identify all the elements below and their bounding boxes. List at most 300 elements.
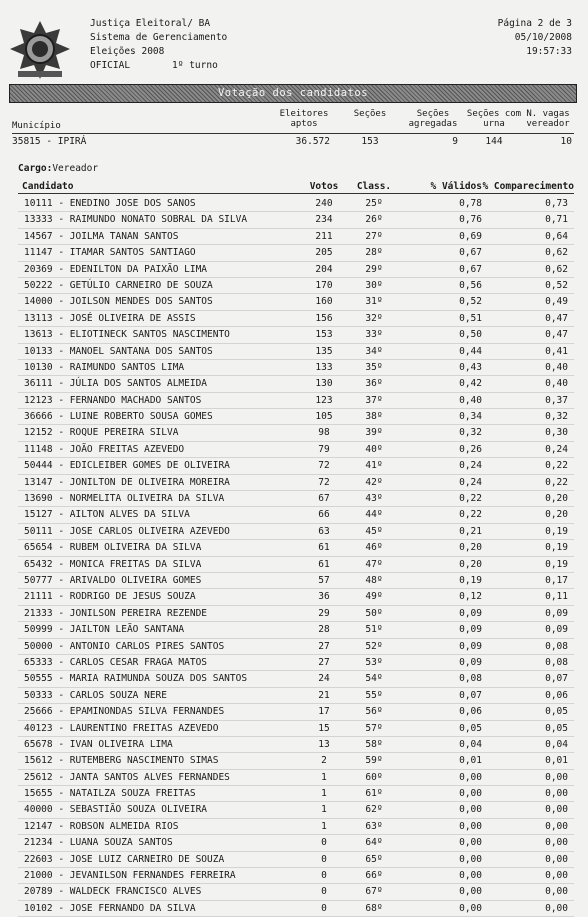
table-row bbox=[18, 229, 574, 245]
candidate-votes: 160 bbox=[315, 296, 333, 308]
candidate-valid-pct: 0,09 bbox=[459, 640, 482, 652]
table-header bbox=[18, 180, 574, 194]
candidate-name: 50111 - JOSE CARLOS OLIVEIRA AZEVEDO bbox=[24, 525, 230, 537]
candidate-rank: 55º bbox=[365, 689, 383, 701]
candidate-valid-pct: 0,67 bbox=[459, 263, 482, 275]
org-name: Justiça Eleitoral/ BA bbox=[90, 18, 211, 29]
table-row bbox=[18, 852, 574, 868]
candidate-rank: 47º bbox=[365, 558, 383, 570]
candidate-votes: 156 bbox=[315, 312, 333, 324]
candidate-rank: 31º bbox=[365, 296, 383, 308]
candidate-votes: 57 bbox=[318, 574, 330, 586]
candidate-turnout-pct: 0,62 bbox=[545, 247, 568, 259]
candidate-rank: 57º bbox=[365, 722, 383, 734]
candidate-valid-pct: 0,26 bbox=[459, 443, 482, 455]
table-row bbox=[18, 196, 574, 212]
candidate-votes: 72 bbox=[318, 476, 330, 488]
col-comparecimento: % Comparecimento bbox=[482, 181, 574, 192]
candidate-turnout-pct: 0,22 bbox=[545, 460, 568, 472]
candidate-turnout-pct: 0,20 bbox=[545, 493, 568, 505]
candidate-votes: 123 bbox=[315, 394, 333, 406]
candidate-votes: 61 bbox=[318, 542, 330, 554]
table-row bbox=[18, 262, 574, 278]
candidate-rank: 43º bbox=[365, 493, 383, 505]
col-com-urna: Seções com urna bbox=[466, 109, 522, 129]
municipio-name: 35815 - IPIRÁ bbox=[12, 136, 87, 147]
candidate-rank: 65º bbox=[365, 853, 383, 865]
candidate-name: 12147 - ROBSON ALMEIDA RIOS bbox=[24, 820, 179, 832]
candidate-turnout-pct: 0,00 bbox=[545, 902, 568, 914]
candidate-votes: 240 bbox=[315, 198, 333, 209]
candidate-valid-pct: 0,67 bbox=[459, 247, 482, 259]
candidate-valid-pct: 0,24 bbox=[459, 460, 482, 472]
candidate-turnout-pct: 0,40 bbox=[545, 378, 568, 390]
candidate-name: 65678 - IVAN OLIVEIRA LIMA bbox=[24, 738, 173, 750]
candidate-valid-pct: 0,56 bbox=[459, 279, 482, 291]
candidate-name: 21333 - JONILSON PEREIRA REZENDE bbox=[24, 607, 208, 619]
col-municipio: Município bbox=[12, 121, 61, 131]
col-votos: Votos bbox=[309, 181, 339, 192]
candidate-valid-pct: 0,00 bbox=[459, 853, 482, 865]
candidate-votes: 28 bbox=[318, 624, 330, 636]
candidate-valid-pct: 0,40 bbox=[459, 394, 482, 406]
candidate-rank: 66º bbox=[365, 870, 383, 882]
candidate-turnout-pct: 0,37 bbox=[545, 394, 568, 406]
candidate-valid-pct: 0,34 bbox=[459, 411, 482, 423]
table-row bbox=[18, 704, 574, 720]
candidate-rank: 37º bbox=[365, 394, 383, 406]
candidate-name: 22603 - JOSE LUIZ CARNEIRO DE SOUZA bbox=[24, 853, 225, 865]
candidate-name: 21000 - JEVANILSON FERNANDES FERREIRA bbox=[24, 870, 236, 882]
candidate-name: 25666 - EPAMINONDAS SILVA FERNANDES bbox=[24, 706, 225, 718]
candidate-rank: 67º bbox=[365, 886, 383, 898]
candidate-turnout-pct: 0,62 bbox=[545, 263, 568, 275]
candidate-valid-pct: 0,09 bbox=[459, 607, 482, 619]
candidate-rank: 60º bbox=[365, 771, 383, 783]
candidate-turnout-pct: 0,09 bbox=[545, 624, 568, 636]
candidate-valid-pct: 0,00 bbox=[459, 771, 482, 783]
candidate-votes: 133 bbox=[315, 361, 333, 373]
candidate-valid-pct: 0,69 bbox=[459, 230, 482, 242]
candidate-turnout-pct: 0,01 bbox=[545, 755, 568, 767]
candidate-valid-pct: 0,00 bbox=[459, 837, 482, 849]
table-row bbox=[18, 311, 574, 327]
candidate-name: 65333 - CARLOS CESAR FRAGA MATOS bbox=[24, 656, 208, 668]
candidate-rank: 41º bbox=[365, 460, 383, 472]
candidate-rank: 54º bbox=[365, 673, 383, 685]
candidate-turnout-pct: 0,19 bbox=[545, 542, 568, 554]
candidate-name: 25612 - JANTA SANTOS ALVES FERNANDES bbox=[24, 771, 230, 783]
status-line bbox=[90, 59, 227, 73]
candidate-name: 21234 - LUANA SOUZA SANTOS bbox=[24, 837, 173, 849]
candidate-valid-pct: 0,43 bbox=[459, 361, 482, 373]
table-row bbox=[18, 409, 574, 425]
table-row bbox=[18, 753, 574, 769]
report-date: 05/10/2008 bbox=[514, 32, 572, 43]
table-row bbox=[18, 442, 574, 458]
candidate-votes: 0 bbox=[321, 902, 327, 914]
table-row bbox=[18, 425, 574, 441]
candidate-turnout-pct: 0,06 bbox=[545, 689, 568, 701]
candidate-name: 36666 - LUINE ROBERTO SOUSA GOMES bbox=[24, 411, 213, 423]
candidate-rank: 30º bbox=[365, 279, 383, 291]
candidate-valid-pct: 0,09 bbox=[459, 656, 482, 668]
candidate-name: 21111 - RODRIGO DE JESUS SOUZA bbox=[24, 591, 196, 603]
candidate-votes: 130 bbox=[315, 378, 333, 390]
municipio-com-urna: 144 bbox=[485, 136, 503, 147]
candidate-votes: 135 bbox=[315, 345, 333, 357]
candidate-votes: 1 bbox=[321, 771, 327, 783]
candidate-votes: 72 bbox=[318, 460, 330, 472]
municipio-vagas: 10 bbox=[560, 136, 572, 147]
candidate-votes: 153 bbox=[315, 329, 333, 341]
municipio-agregadas: 9 bbox=[452, 136, 458, 147]
candidate-rank: 45º bbox=[365, 525, 383, 537]
table-row bbox=[18, 786, 574, 802]
candidate-turnout-pct: 0,00 bbox=[545, 886, 568, 898]
candidate-rank: 52º bbox=[365, 640, 383, 652]
candidate-rank: 49º bbox=[365, 591, 383, 603]
candidate-votes: 15 bbox=[318, 722, 330, 734]
candidate-turnout-pct: 0,71 bbox=[545, 214, 568, 226]
candidate-rank: 56º bbox=[365, 706, 383, 718]
candidate-votes: 63 bbox=[318, 525, 330, 537]
candidate-rank: 48º bbox=[365, 574, 383, 586]
candidate-rank: 42º bbox=[365, 476, 383, 488]
candidate-turnout-pct: 0,19 bbox=[545, 525, 568, 537]
candidate-turnout-pct: 0,22 bbox=[545, 476, 568, 488]
candidate-name: 10102 - JOSE FERNANDO DA SILVA bbox=[24, 902, 196, 914]
candidate-valid-pct: 0,52 bbox=[459, 296, 482, 308]
table-row bbox=[18, 393, 574, 409]
table-row bbox=[18, 475, 574, 491]
header-left bbox=[90, 17, 227, 73]
candidate-rank: 39º bbox=[365, 427, 383, 439]
candidate-turnout-pct: 0,17 bbox=[545, 574, 568, 586]
candidate-turnout-pct: 0,00 bbox=[545, 820, 568, 832]
candidate-votes: 98 bbox=[318, 427, 330, 439]
candidate-name: 15655 - NATAILZA SOUZA FREITAS bbox=[24, 788, 196, 800]
municipio-secoes: 153 bbox=[361, 136, 379, 147]
table-row bbox=[18, 294, 574, 310]
candidate-votes: 2 bbox=[321, 755, 327, 767]
col-vagas: N. vagas vereador bbox=[526, 109, 570, 129]
candidate-name: 13113 - JOSÉ OLIVEIRA DE ASSIS bbox=[24, 312, 196, 324]
table-row bbox=[18, 655, 574, 671]
candidate-name: 50333 - CARLOS SOUZA NERE bbox=[24, 689, 167, 701]
candidate-rank: 36º bbox=[365, 378, 383, 390]
table-row bbox=[18, 245, 574, 261]
candidate-name: 65654 - RUBEM OLIVEIRA DA SILVA bbox=[24, 542, 202, 554]
candidate-turnout-pct: 0,00 bbox=[545, 837, 568, 849]
section-banner: Votação dos candidatos bbox=[9, 84, 577, 103]
table-row bbox=[18, 458, 574, 474]
candidate-rank: 33º bbox=[365, 329, 383, 341]
candidate-rank: 27º bbox=[365, 230, 383, 242]
candidate-name: 13613 - ELIOTINECK SANTOS NASCIMENTO bbox=[24, 329, 230, 341]
candidate-valid-pct: 0,20 bbox=[459, 542, 482, 554]
candidate-name: 13690 - NORMELITA OLIVEIRA DA SILVA bbox=[24, 493, 225, 505]
table-row bbox=[18, 507, 574, 523]
municipio-eleitores: 36.572 bbox=[295, 136, 330, 147]
candidate-rank: 61º bbox=[365, 788, 383, 800]
candidate-valid-pct: 0,24 bbox=[459, 476, 482, 488]
candidate-turnout-pct: 0,00 bbox=[545, 870, 568, 882]
candidate-turnout-pct: 0,64 bbox=[545, 230, 568, 242]
candidate-turnout-pct: 0,30 bbox=[545, 427, 568, 439]
candidate-turnout-pct: 0,04 bbox=[545, 738, 568, 750]
report-time: 19:57:33 bbox=[526, 46, 572, 57]
cargo-label: Cargo: bbox=[18, 163, 53, 174]
candidate-votes: 66 bbox=[318, 509, 330, 521]
candidate-votes: 204 bbox=[315, 263, 333, 275]
table-row bbox=[18, 573, 574, 589]
candidate-turnout-pct: 0,19 bbox=[545, 558, 568, 570]
status-text: OFICIAL bbox=[90, 60, 131, 71]
table-row bbox=[18, 557, 574, 573]
candidate-turnout-pct: 0,09 bbox=[545, 607, 568, 619]
candidate-valid-pct: 0,00 bbox=[459, 804, 482, 816]
candidate-name: 20789 - WALDECK FRANCISCO ALVES bbox=[24, 886, 202, 898]
col-candidato: Candidato bbox=[22, 181, 74, 192]
candidate-turnout-pct: 0,49 bbox=[545, 296, 568, 308]
candidate-turnout-pct: 0,00 bbox=[545, 804, 568, 816]
candidate-name: 14567 - JOILMA TANAN SANTOS bbox=[24, 230, 179, 242]
candidate-valid-pct: 0,00 bbox=[459, 788, 482, 800]
candidate-turnout-pct: 0,08 bbox=[545, 656, 568, 668]
candidate-name: 10130 - RAIMUNDO SANTOS LIMA bbox=[24, 361, 185, 373]
candidate-votes: 67 bbox=[318, 493, 330, 505]
candidate-table bbox=[18, 196, 574, 917]
table-row bbox=[18, 606, 574, 622]
candidate-rank: 28º bbox=[365, 247, 383, 259]
candidate-name: 12152 - ROQUE PEREIRA SILVA bbox=[24, 427, 179, 439]
candidate-name: 11147 - ITAMAR SANTOS SANTIAGO bbox=[24, 247, 196, 259]
table-row bbox=[18, 491, 574, 507]
election-name: Eleições 2008 bbox=[90, 46, 165, 57]
candidate-turnout-pct: 0,05 bbox=[545, 706, 568, 718]
cargo-value: Vereador bbox=[52, 163, 99, 174]
table-row bbox=[18, 524, 574, 540]
candidate-valid-pct: 0,07 bbox=[459, 689, 482, 701]
candidate-name: 65432 - MONICA FREITAS DA SILVA bbox=[24, 558, 202, 570]
candidate-votes: 105 bbox=[315, 411, 333, 423]
table-row bbox=[18, 589, 574, 605]
candidate-name: 12123 - FERNANDO MACHADO SANTOS bbox=[24, 394, 202, 406]
candidate-votes: 61 bbox=[318, 558, 330, 570]
candidate-valid-pct: 0,51 bbox=[459, 312, 482, 324]
candidate-votes: 36 bbox=[318, 591, 330, 603]
col-secoes: Seções bbox=[353, 109, 387, 119]
candidate-rank: 68º bbox=[365, 902, 383, 914]
candidate-name: 10133 - MANOEL SANTANA DOS SANTOS bbox=[24, 345, 213, 357]
candidate-rank: 40º bbox=[365, 443, 383, 455]
candidate-votes: 211 bbox=[315, 230, 333, 242]
table-row bbox=[18, 884, 574, 900]
candidate-valid-pct: 0,04 bbox=[459, 738, 482, 750]
candidate-valid-pct: 0,20 bbox=[459, 558, 482, 570]
table-row bbox=[18, 721, 574, 737]
candidate-turnout-pct: 0,47 bbox=[545, 312, 568, 324]
candidate-votes: 17 bbox=[318, 706, 330, 718]
system-name: Sistema de Gerenciamento bbox=[90, 32, 228, 43]
candidate-votes: 79 bbox=[318, 443, 330, 455]
candidate-votes: 0 bbox=[321, 837, 327, 849]
candidate-votes: 1 bbox=[321, 788, 327, 800]
candidate-valid-pct: 0,00 bbox=[459, 886, 482, 898]
candidate-rank: 50º bbox=[365, 607, 383, 619]
candidate-valid-pct: 0,00 bbox=[459, 902, 482, 914]
candidate-name: 11148 - JOÃO FREITAS AZEVEDO bbox=[24, 443, 185, 455]
candidate-votes: 0 bbox=[321, 870, 327, 882]
table-row bbox=[18, 901, 574, 917]
municipio-row bbox=[12, 135, 574, 149]
candidate-votes: 27 bbox=[318, 640, 330, 652]
candidate-turnout-pct: 0,40 bbox=[545, 361, 568, 373]
candidate-votes: 0 bbox=[321, 853, 327, 865]
table-row bbox=[18, 639, 574, 655]
candidate-valid-pct: 0,44 bbox=[459, 345, 482, 357]
table-row bbox=[18, 622, 574, 638]
candidate-name: 50222 - GETÚLIO CARNEIRO DE SOUZA bbox=[24, 279, 213, 291]
candidate-valid-pct: 0,76 bbox=[459, 214, 482, 226]
page-number: Página 2 de 3 bbox=[497, 18, 572, 29]
candidate-valid-pct: 0,00 bbox=[459, 820, 482, 832]
candidate-turnout-pct: 0,32 bbox=[545, 411, 568, 423]
table-row bbox=[18, 671, 574, 687]
candidate-valid-pct: 0,78 bbox=[459, 198, 482, 209]
table-row bbox=[18, 819, 574, 835]
candidate-name: 13333 - RAIMUNDO NONATO SOBRAL DA SILVA bbox=[24, 214, 248, 226]
candidate-valid-pct: 0,22 bbox=[459, 493, 482, 505]
cargo-line bbox=[18, 163, 98, 174]
table-row bbox=[18, 344, 574, 360]
col-validos: % Válidos bbox=[430, 181, 482, 192]
candidate-name: 13147 - JONILTON DE OLIVEIRA MOREIRA bbox=[24, 476, 230, 488]
candidate-turnout-pct: 0,52 bbox=[545, 279, 568, 291]
candidate-valid-pct: 0,12 bbox=[459, 591, 482, 603]
candidate-name: 20369 - EDENILTON DA PAIXÃO LIMA bbox=[24, 263, 208, 275]
col-agregadas: Seções agregadas bbox=[408, 109, 458, 129]
candidate-votes: 21 bbox=[318, 689, 330, 701]
table-row bbox=[18, 327, 574, 343]
candidate-name: 50777 - ARIVALDO OLIVEIRA GOMES bbox=[24, 574, 202, 586]
candidate-rank: 64º bbox=[365, 837, 383, 849]
candidate-rank: 26º bbox=[365, 214, 383, 226]
candidate-rank: 25º bbox=[365, 198, 383, 209]
table-row bbox=[18, 770, 574, 786]
candidate-valid-pct: 0,00 bbox=[459, 870, 482, 882]
table-row bbox=[18, 540, 574, 556]
candidate-name: 50444 - EDICLEIBER GOMES DE OLIVEIRA bbox=[24, 460, 230, 472]
candidate-turnout-pct: 0,05 bbox=[545, 722, 568, 734]
candidate-valid-pct: 0,08 bbox=[459, 673, 482, 685]
candidate-rank: 44º bbox=[365, 509, 383, 521]
candidate-rank: 63º bbox=[365, 820, 383, 832]
candidate-votes: 170 bbox=[315, 279, 333, 291]
candidate-name: 15612 - RUTEMBERG NASCIMENTO SIMAS bbox=[24, 755, 219, 767]
turn-text: 1º turno bbox=[172, 60, 218, 71]
candidate-turnout-pct: 0,07 bbox=[545, 673, 568, 685]
table-row bbox=[18, 802, 574, 818]
candidate-valid-pct: 0,19 bbox=[459, 574, 482, 586]
candidate-turnout-pct: 0,00 bbox=[545, 771, 568, 783]
candidate-valid-pct: 0,21 bbox=[459, 525, 482, 537]
candidate-valid-pct: 0,09 bbox=[459, 624, 482, 636]
candidate-rank: 46º bbox=[365, 542, 383, 554]
table-row bbox=[18, 278, 574, 294]
candidate-name: 36111 - JÚLIA DOS SANTOS ALMEIDA bbox=[24, 378, 208, 390]
candidate-turnout-pct: 0,08 bbox=[545, 640, 568, 652]
table-row bbox=[18, 376, 574, 392]
candidate-turnout-pct: 0,47 bbox=[545, 329, 568, 341]
candidate-turnout-pct: 0,00 bbox=[545, 788, 568, 800]
table-row bbox=[18, 360, 574, 376]
table-row bbox=[18, 835, 574, 851]
candidate-rank: 58º bbox=[365, 738, 383, 750]
candidate-name: 14000 - JOILSON MENDES DOS SANTOS bbox=[24, 296, 213, 308]
candidate-name: 50555 - MARIA RAIMUNDA SOUZA DOS SANTOS bbox=[24, 673, 248, 685]
candidate-rank: 35º bbox=[365, 361, 383, 373]
candidate-name: 50999 - JAILTON LEÃO SANTANA bbox=[24, 624, 185, 636]
candidate-turnout-pct: 0,24 bbox=[545, 443, 568, 455]
candidate-rank: 34º bbox=[365, 345, 383, 357]
candidate-turnout-pct: 0,20 bbox=[545, 509, 568, 521]
table-row bbox=[18, 688, 574, 704]
header-right bbox=[498, 17, 572, 59]
candidate-votes: 27 bbox=[318, 656, 330, 668]
col-eleitores: Eleitores aptos bbox=[279, 109, 329, 129]
candidate-votes: 29 bbox=[318, 607, 330, 619]
candidate-rank: 53º bbox=[365, 656, 383, 668]
candidate-rank: 38º bbox=[365, 411, 383, 423]
candidate-name: 10111 - ENEDINO JOSE DOS SANOS bbox=[24, 198, 196, 209]
candidate-name: 40000 - SEBASTIÃO SOUZA OLIVEIRA bbox=[24, 804, 208, 816]
candidate-valid-pct: 0,05 bbox=[459, 722, 482, 734]
candidate-valid-pct: 0,01 bbox=[459, 755, 482, 767]
candidate-valid-pct: 0,42 bbox=[459, 378, 482, 390]
candidate-valid-pct: 0,06 bbox=[459, 706, 482, 718]
candidate-valid-pct: 0,22 bbox=[459, 509, 482, 521]
candidate-votes: 1 bbox=[321, 804, 327, 816]
candidate-valid-pct: 0,50 bbox=[459, 329, 482, 341]
candidate-votes: 205 bbox=[315, 247, 333, 259]
candidate-name: 15127 - AILTON ALVES DA SILVA bbox=[24, 509, 190, 521]
candidate-turnout-pct: 0,11 bbox=[545, 591, 568, 603]
coat-of-arms-icon bbox=[8, 19, 72, 81]
candidate-name: 40123 - LAURENTINO FREITAS AZEVEDO bbox=[24, 722, 219, 734]
candidate-votes: 13 bbox=[318, 738, 330, 750]
candidate-turnout-pct: 0,00 bbox=[545, 853, 568, 865]
candidate-turnout-pct: 0,73 bbox=[545, 198, 568, 209]
candidate-rank: 59º bbox=[365, 755, 383, 767]
candidate-rank: 32º bbox=[365, 312, 383, 324]
candidate-name: 50000 - ANTONIO CARLOS PIRES SANTOS bbox=[24, 640, 225, 652]
candidate-rank: 62º bbox=[365, 804, 383, 816]
candidate-votes: 234 bbox=[315, 214, 333, 226]
table-row bbox=[18, 737, 574, 753]
col-class: Class. bbox=[356, 181, 392, 192]
candidate-votes: 1 bbox=[321, 820, 327, 832]
candidate-valid-pct: 0,32 bbox=[459, 427, 482, 439]
candidate-votes: 0 bbox=[321, 886, 327, 898]
candidate-rank: 51º bbox=[365, 624, 383, 636]
candidate-votes: 24 bbox=[318, 673, 330, 685]
municipio-header bbox=[12, 107, 574, 134]
table-row bbox=[18, 212, 574, 228]
candidate-rank: 29º bbox=[365, 263, 383, 275]
candidate-turnout-pct: 0,41 bbox=[545, 345, 568, 357]
